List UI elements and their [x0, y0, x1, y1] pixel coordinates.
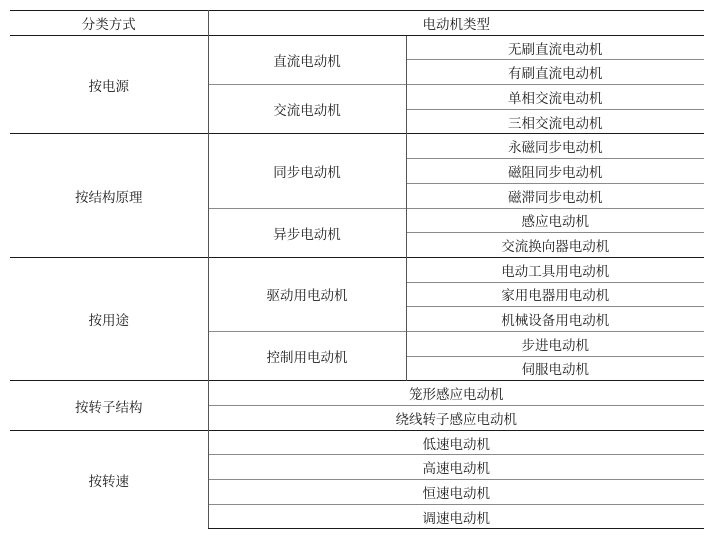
subcategory-cell: 直流电动机: [208, 35, 406, 84]
motor-type-cell: 低速电动机: [208, 430, 704, 455]
header-category: 分类方式: [81, 16, 136, 33]
motor-type-cell: 三相交流电动机: [406, 109, 704, 134]
motor-type-cell: 永磁同步电动机: [406, 134, 704, 159]
motor-type-cell: 交流换向器电动机: [406, 233, 704, 258]
subcategory-cell: 异步电动机: [208, 208, 406, 257]
motor-type-cell: 磁阻同步电动机: [406, 159, 704, 184]
motor-type-cell: 笼形感应电动机: [208, 381, 704, 406]
subcategory-cell: 同步电动机: [208, 134, 406, 208]
category-cell: 按用途: [10, 257, 208, 380]
motor-type-cell: 感应电动机: [406, 208, 704, 233]
motor-type-cell: 家用电器用电动机: [406, 282, 704, 307]
motor-type-cell: 高速电动机: [208, 455, 704, 480]
table-row: [10, 35, 704, 60]
motor-type-cell: 调速电动机: [208, 504, 704, 529]
subcategory-cell: 驱动用电动机: [208, 257, 406, 331]
subcategory-cell: 控制用电动机: [208, 331, 406, 380]
motor-type-cell: 步进电动机: [406, 331, 704, 356]
header-motor-type: 电动机类型: [208, 11, 704, 36]
motor-type-cell: 无刷直流电动机: [406, 35, 704, 60]
motor-type-cell: 电动工具用电动机: [406, 257, 704, 282]
motor-type-cell: 单相交流电动机: [406, 85, 704, 110]
motor-classification-table: [10, 10, 704, 529]
category-cell: 按结构原理: [10, 134, 208, 257]
table-row: [10, 430, 704, 455]
table-row: [10, 381, 704, 406]
motor-type-cell: 有刷直流电动机: [406, 60, 704, 85]
motor-type-cell: 机械设备用电动机: [406, 307, 704, 332]
category-cell: 按电源: [10, 35, 208, 134]
motor-type-cell: 绕线转子感应电动机: [208, 406, 704, 431]
table-row: [10, 134, 704, 159]
table-row: [10, 257, 704, 282]
table-body: [10, 35, 704, 529]
category-cell: 按转速: [10, 430, 208, 529]
table-header-row: [10, 11, 704, 36]
motor-type-cell: 伺服电动机: [406, 356, 704, 381]
motor-type-cell: 恒速电动机: [208, 480, 704, 505]
category-cell: 按转子结构: [10, 381, 208, 430]
subcategory-cell: 交流电动机: [208, 85, 406, 134]
motor-type-cell: 磁滞同步电动机: [406, 183, 704, 208]
